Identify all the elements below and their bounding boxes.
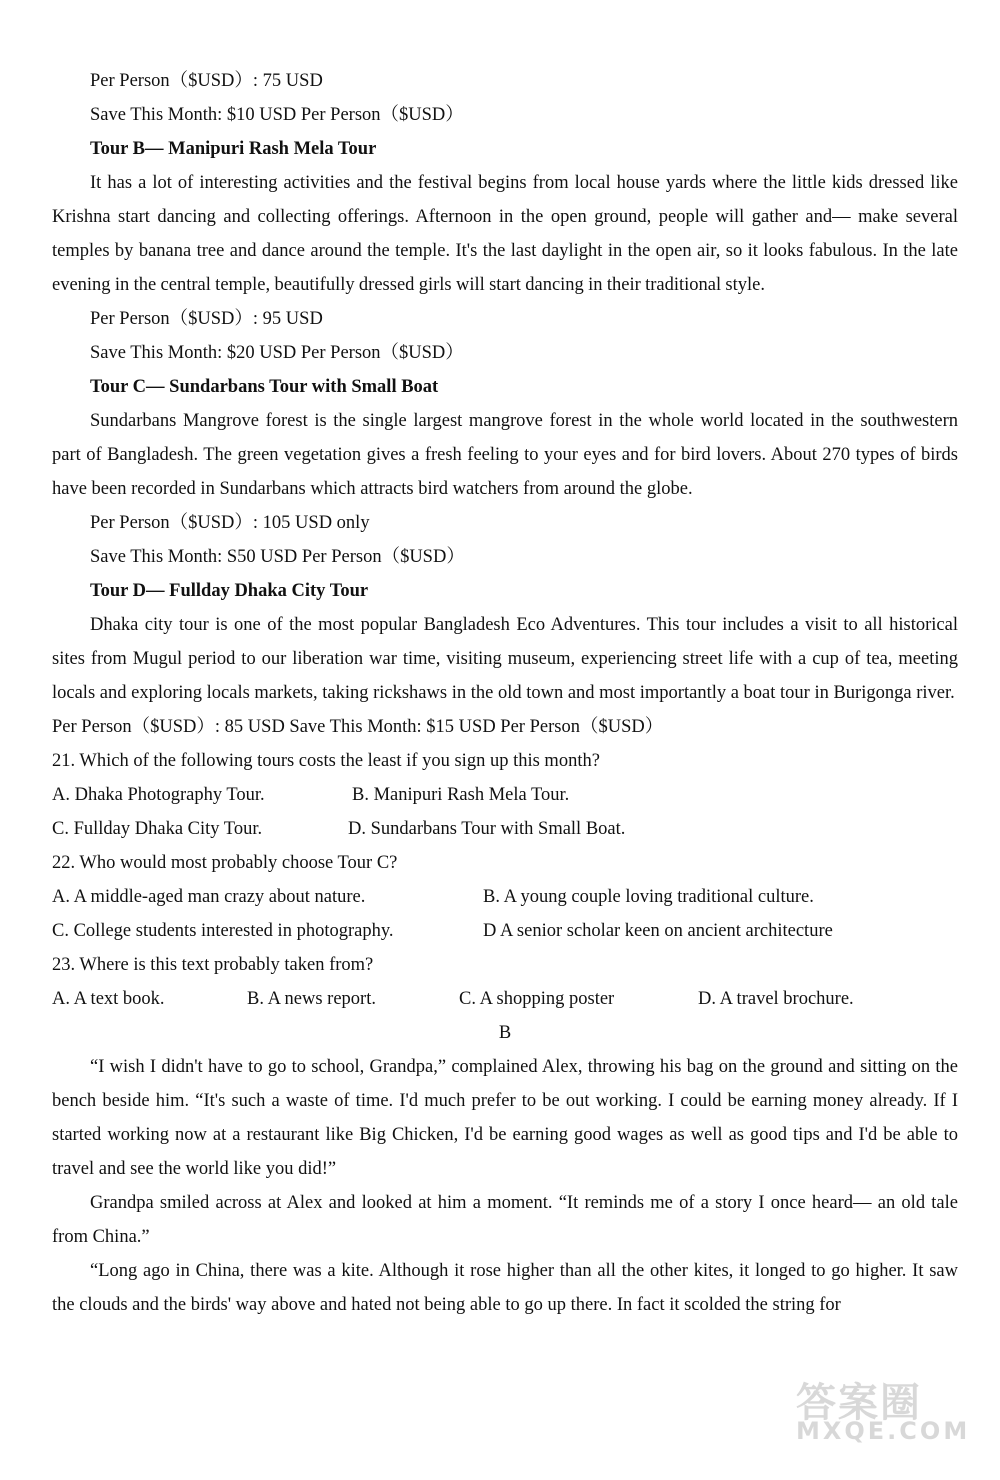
question-21-option-a: A. Dhaka Photography Tour. xyxy=(52,785,265,805)
watermark-logo xyxy=(796,1380,986,1472)
watermark-top-text: 答案圈 xyxy=(796,1380,922,1426)
document-content xyxy=(52,64,958,1322)
question-23-stem: 23. Where is this text probably taken from? xyxy=(52,955,374,975)
tour-c-save: Save This Month: S50 USD Per Person（$USD） xyxy=(90,547,465,567)
question-22-option-c: C. College students interested in photography. xyxy=(52,921,394,941)
question-22-options-row-2 xyxy=(52,914,958,948)
tour-b-body: It has a lot of interesting activities and the festival begins from local house yards where the little kids dressed like Krishna start dancing and collecting offerings. Afternoon in the open ground, people will gather and— make several temples by banana tree and dance around the temple. It's the last daylight in the open air, so it looks fabulous. In the late evening in the central temple, beautifully dressed girls will start dancing in their traditional style. xyxy=(52,173,958,295)
question-23-option-a: A. A text book. xyxy=(52,989,165,1009)
tour-a-price: Per Person（$USD）: 75 USD xyxy=(90,71,323,91)
question-22-options-row-1 xyxy=(52,880,958,914)
question-22-option-a: A. A middle-aged man crazy about nature. xyxy=(52,887,366,907)
section-b-paragraph-2: Grandpa smiled across at Alex and looked at him a moment. “It reminds me of a story I once heard— an old tale from China.” xyxy=(52,1193,958,1247)
tour-c-price: Per Person（$USD）: 105 USD only xyxy=(90,513,370,533)
question-23-option-d: D. A travel brochure. xyxy=(698,989,854,1009)
question-21-options-row-1 xyxy=(52,778,958,812)
section-b-paragraph-3: “Long ago in China, there was a kite. Although it rose higher than all the other kites, it longed to go higher. It saw the clouds and the birds' way above and hated not being able to go up there. In fact it scolded the string for xyxy=(52,1261,958,1315)
question-22-option-b: B. A young couple loving traditional culture. xyxy=(483,887,814,907)
question-21-option-c: C. Fullday Dhaka City Tour. xyxy=(52,819,263,839)
question-21-options-row-2 xyxy=(52,812,958,846)
question-21-stem: 21. Which of the following tours costs the least if you sign up this month? xyxy=(52,751,600,771)
tour-b-save: Save This Month: $20 USD Per Person（$USD） xyxy=(90,343,464,363)
question-21-option-b: B. Manipuri Rash Mela Tour. xyxy=(352,785,570,805)
tour-d-heading: Tour D— Fullday Dhaka City Tour xyxy=(90,581,369,601)
question-23-option-b: B. A news report. xyxy=(247,989,376,1009)
tour-b-price: Per Person（$USD）: 95 USD xyxy=(90,309,323,329)
section-b-paragraph-1: “I wish I didn't have to go to school, Grandpa,” complained Alex, throwing his bag on the ground and sitting on the bench beside him. “It's such a waste of time. I'd much prefer to be out working. I could be earning money already. If I started working now at a restaurant like Big Chicken, I'd be earning good wages as well as good tips and I'd be able to travel and see the world like you did!” xyxy=(52,1057,958,1179)
question-22-stem: 22. Who would most probably choose Tour C? xyxy=(52,853,398,873)
tour-d-body: Dhaka city tour is one of the most popular Bangladesh Eco Adventures. This tour includes a visit to all historical sites from Mugul period to our liberation war time, visiting museum, experiencing street life with a cup of tea, meeting locals and exploring locals markets, taking rickshaws in the old town and most importantly a boat tour in Burigonga river. xyxy=(52,615,958,703)
tour-a-save: Save This Month: $10 USD Per Person（$USD） xyxy=(90,105,464,125)
question-23-options-row xyxy=(52,982,958,1016)
tour-c-body: Sundarbans Mangrove forest is the single largest mangrove forest in the whole world located in the southwestern part of Bangladesh. The green vegetation gives a fresh feeling to your eyes and for bird lovers. About 270 types of birds have been recorded in Sundarbans which attracts bird watchers from around the globe. xyxy=(52,411,958,499)
question-22-option-d: D A senior scholar keen on ancient architecture xyxy=(483,921,833,941)
tour-c-heading: Tour C— Sundarbans Tour with Small Boat xyxy=(90,377,439,397)
question-21-option-d: D. Sundarbans Tour with Small Boat. xyxy=(348,819,626,839)
section-b-label: B xyxy=(498,1023,512,1043)
tour-d-price-save: Per Person（$USD）: 85 USD Save This Month: $15 USD Per Person（$USD） xyxy=(52,717,664,737)
tour-b-heading: Tour B— Manipuri Rash Mela Tour xyxy=(90,139,377,159)
question-23-option-c: C. A shopping poster xyxy=(459,989,615,1009)
watermark-bottom-text: MXQE.COM xyxy=(796,1417,971,1445)
